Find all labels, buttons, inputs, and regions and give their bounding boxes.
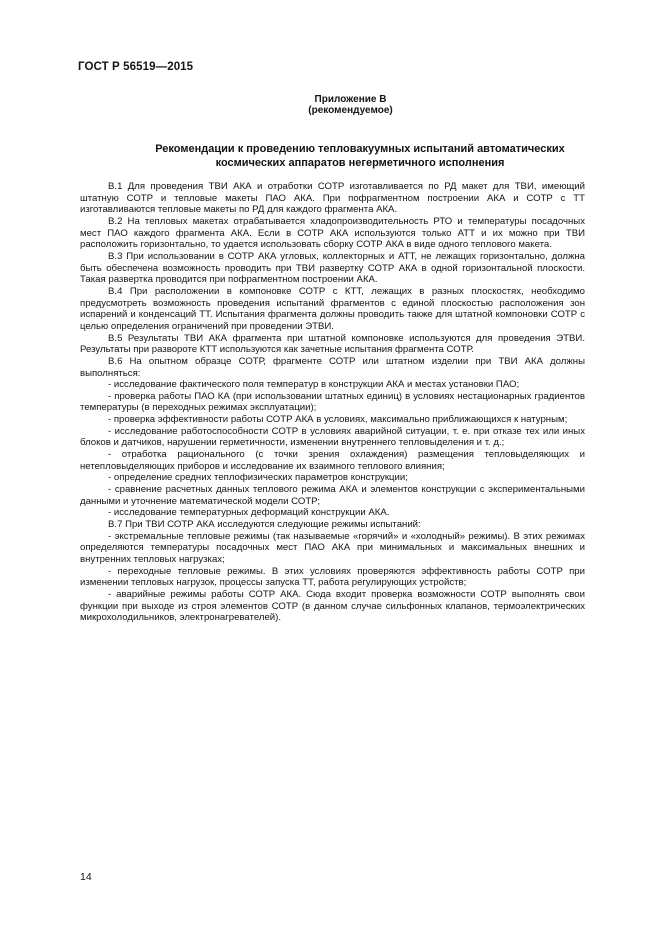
paragraph-b1: В.1 Для проведения ТВИ АКА и отработки СОТР изготавливается по РД макет для ТВИ, имеющий штатную СОТР и тепловые макеты ПАО АКА. При пофрагментном построении АКА и СОТР с ТТ изготавливаются тепловые макеты по РД для каждого фрагмента АКА. [80, 181, 585, 216]
list-item: - сравнение расчетных данных теплового режима АКА и элементов конструкции с экспериментальными данными и уточнение математической модели СОТР; [80, 484, 585, 507]
list-item: - отработка рационального (с точки зрения охлаждения) размещения тепловыделяющих и нетепловыделяющих приборов и исследование их взаимного теплового влияния; [80, 449, 585, 472]
paragraph-b5: В.5 Результаты ТВИ АКА фрагмента при штатной компоновке используются для проведения ЭТВИ. Результаты при развороте КТТ используются как зачетные испытания фрагмента СОТР. [80, 332, 585, 356]
paragraph-b3: В.3 При использовании в СОТР АКА угловых, коллекторных и АТТ, не лежащих горизонтально, должна быть обеспечена возможность проводить при ТВИ развертку СОТР АКА в одной горизонтальной плоскости. Такая развертка проводится при пофрагментном построении АКА. [80, 250, 585, 286]
section-title-line-2: космических аппаратов негерметичного исполнения [215, 157, 505, 169]
paragraph-b2: В.2 На тепловых макетах отрабатывается хладопроизводительность РТО и температуры посадочных мест ПАО каждого фрагмента АКА. Если в СОТР АКА используются только АТТ и их можно при ТВИ расположить горизонтально, то удается использовать сборку СОТР АКА в виде одного теплового макета. [80, 215, 585, 251]
page-number: 14 [80, 871, 92, 883]
section-title [130, 142, 590, 170]
document-code: ГОСТ Р 56519—2015 [78, 61, 194, 73]
section-title-line-1: Рекомендации к проведению тепловакуумных испытаний автоматических [155, 143, 565, 155]
appendix-status: (рекомендуемое) [308, 105, 393, 116]
list-item: - проверка работы ПАО КА (при использовании штатных единиц) в условиях нестационарных градиентов температуры (в переходных режимах эксплуатации); [80, 390, 585, 414]
list-item: - проверка эффективности работы СОТР АКА в условиях, максимально приближающихся к натурным; [108, 414, 568, 426]
list-item: - переходные тепловые режимы. В этих условиях проверяются эффективность работы СОТР при изменении тепловых нагрузок, процессы запуска ТТ, работа регулирующих устройств; [80, 565, 585, 589]
list-item: - экстремальные тепловые режимы (так называемые «горячий» и «холодный» режимы). В этих режимах определяются температуры посадочных мест ПАО АКА при минимальных и максимальных внешних и внутренних тепловых нагрузках; [80, 530, 585, 565]
list-item: - исследование фактического поля температур в конструкции АКА и местах установки ПАО; [108, 379, 520, 391]
list-item: - определение средних теплофизических параметров конструкции; [108, 472, 408, 484]
paragraph-b7: В.7 При ТВИ СОТР АКА исследуются следующие режимы испытаний: [108, 519, 421, 531]
list-item: - аварийные режимы работы СОТР АКА. Сюда входит проверка возможности СОТР выполнять свои функции при выходе из строя элементов СОТР (в данном случае сильфонных клапанов, термоэлектрических микрохолодильников, электронагревателей). [80, 588, 585, 624]
appendix-label: Приложение В [314, 94, 387, 105]
list-item: - исследование работоспособности СОТР в условиях аварийной ситуации, т. е. при отказе тех или иных блоков и датчиков, нарушении герметичности, изменении внутреннего тепловыделения и т. д.; [80, 425, 585, 449]
paragraph-b4: В.4 При расположении в компоновке СОТР с КТТ, лежащих в разных плоскостях, необходимо предусмотреть возможность проведения испытаний фрагментов с единой плоскостью расположения зон испарений и конденсаций ТТ. Испытания фрагмента должны проводить также для штатной компоновки СОТР с целью определения ограничений при проведении ЭТВИ. [80, 285, 585, 332]
body-text [80, 181, 585, 624]
paragraph-b6: В.6 На опытном образце СОТР, фрагменте СОТР или штатном изделии при ТВИ АКА должны выполняться: [80, 355, 585, 379]
list-item: - исследование температурных деформаций конструкции АКА. [108, 507, 390, 519]
